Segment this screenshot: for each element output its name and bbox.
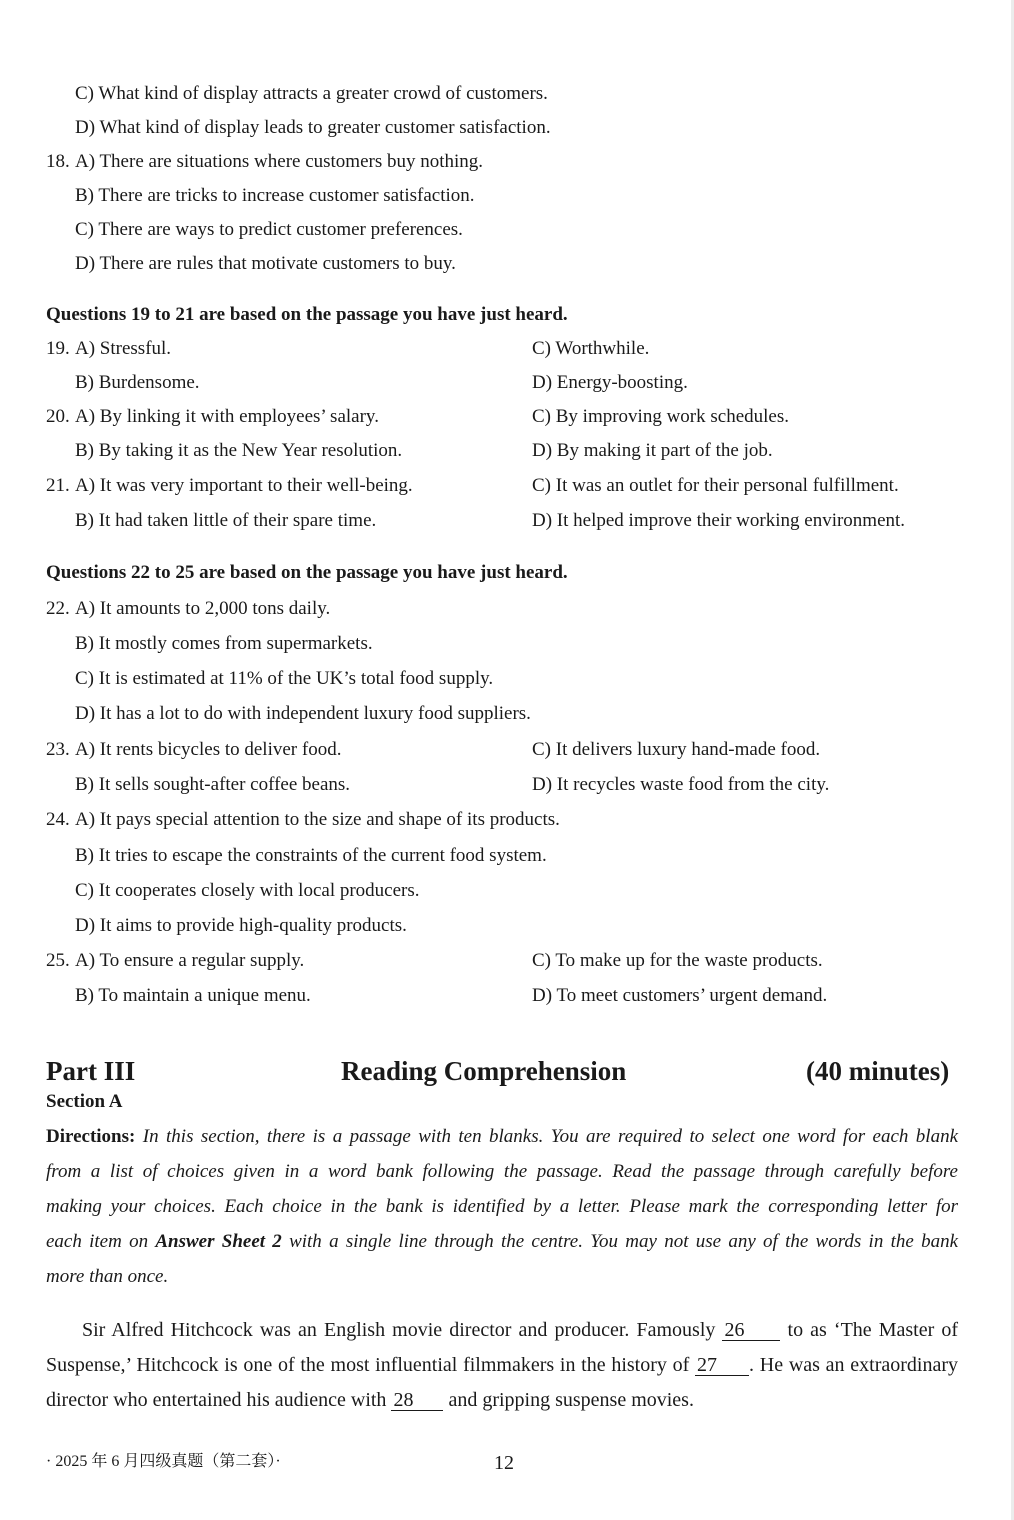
- q21-option-d: D) It helped improve their working environment.: [532, 510, 906, 531]
- page-number: 12: [494, 1452, 514, 1474]
- q24-option-b: B) It tries to escape the constraints of the current food system.: [75, 845, 547, 866]
- questions-19-21-heading: Questions 19 to 21 are based on the passage you have just heard.: [46, 304, 568, 325]
- part-label: Part III: [46, 1056, 136, 1086]
- q23-option-a: A) It rents bicycles to deliver food.: [75, 739, 342, 760]
- q23-number: 23.: [46, 739, 70, 760]
- directions-line-2: from a list of choices given in a word bank following the passage. Read the passage through carefully before: [46, 1161, 958, 1182]
- q24-number: 24.: [46, 809, 70, 830]
- part-title: Reading Comprehension: [341, 1056, 627, 1086]
- passage-text-3b: and gripping suspense movies.: [448, 1389, 694, 1411]
- q23-option-d: D) It recycles waste food from the city.: [532, 774, 830, 795]
- q19-option-b: B) Burdensome.: [75, 372, 200, 393]
- passage-text-2a: Suspense,’ Hitchcock is one of the most influential filmmakers in the history of: [46, 1354, 690, 1376]
- q20-number: 20.: [46, 406, 70, 427]
- q22-option-a: A) It amounts to 2,000 tons daily.: [75, 598, 331, 619]
- directions-line-3: making your choices. Each choice in the bank is identified by a letter. Please mark the corresponding letter for: [46, 1196, 958, 1217]
- q25-option-a: A) To ensure a regular supply.: [75, 950, 305, 971]
- q19-option-c: C) Worthwhile.: [532, 338, 650, 359]
- directions-text-4b: with a single line through the centre. You may not use any of the words in the bank: [289, 1231, 959, 1252]
- q19-option-d: D) Energy-boosting.: [532, 372, 688, 393]
- q17-option-d: D) What kind of display leads to greater customer satisfaction.: [75, 117, 551, 138]
- q25-number: 25.: [46, 950, 70, 971]
- q20-option-b: B) By taking it as the New Year resolution.: [75, 440, 403, 461]
- q21-number: 21.: [46, 475, 70, 496]
- q24-option-d: D) It aims to provide high-quality products.: [75, 915, 407, 936]
- directions-line-5: more than once.: [46, 1266, 169, 1287]
- passage-text-3a: director who entertained his audience with: [46, 1389, 387, 1411]
- q24-option-c: C) It cooperates closely with local producers.: [75, 880, 420, 901]
- passage-line-2: [46, 1353, 958, 1377]
- q18-option-a: A) There are situations where customers buy nothing.: [75, 151, 484, 172]
- answer-sheet-ref: Answer Sheet 2: [155, 1231, 282, 1252]
- q18-number: 18.: [46, 151, 70, 172]
- q20-option-d: D) By making it part of the job.: [532, 440, 773, 461]
- q22-number: 22.: [46, 598, 70, 619]
- footer-source: · 2025 年 6 月四级真题（第二套）·: [46, 1453, 281, 1470]
- directions-lead: Directions:: [46, 1126, 136, 1147]
- passage-text-1b: to as ‘The Master of: [787, 1319, 959, 1341]
- blank-27: 27: [695, 1355, 749, 1376]
- q21-option-a: A) It was very important to their well-being.: [75, 475, 413, 496]
- section-label: Section A: [46, 1091, 123, 1112]
- q22-option-c: C) It is estimated at 11% of the UK’s total food supply.: [75, 668, 494, 689]
- q23-option-c: C) It delivers luxury hand-made food.: [532, 739, 821, 760]
- q18-option-c: C) There are ways to predict customer preferences.: [75, 219, 463, 240]
- q25-option-d: D) To meet customers’ urgent demand.: [532, 985, 828, 1006]
- directions-line-1: [46, 1125, 958, 1149]
- q20-option-c: C) By improving work schedules.: [532, 406, 790, 427]
- q17-option-c: C) What kind of display attracts a greater crowd of customers.: [75, 83, 548, 104]
- q18-option-b: B) There are tricks to increase customer satisfaction.: [75, 185, 475, 206]
- q24-option-a: A) It pays special attention to the size and shape of its products.: [75, 809, 560, 830]
- q22-option-b: B) It mostly comes from supermarkets.: [75, 633, 373, 654]
- passage-text-2b: . He was an extraordinary: [749, 1354, 958, 1376]
- q23-option-b: B) It sells sought-after coffee beans.: [75, 774, 351, 795]
- q25-option-b: B) To maintain a unique menu.: [75, 985, 311, 1006]
- questions-22-25-heading: Questions 22 to 25 are based on the passage you have just heard.: [46, 562, 568, 583]
- q21-option-c: C) It was an outlet for their personal fulfillment.: [532, 475, 899, 496]
- q18-option-d: D) There are rules that motivate customers to buy.: [75, 253, 456, 274]
- q22-option-d: D) It has a lot to do with independent luxury food suppliers.: [75, 703, 531, 724]
- passage-line-3: [46, 1388, 958, 1412]
- q25-option-c: C) To make up for the waste products.: [532, 950, 823, 971]
- q21-option-b: B) It had taken little of their spare time.: [75, 510, 377, 531]
- blank-28: 28: [391, 1390, 443, 1411]
- directions-line-4: [46, 1230, 958, 1254]
- part-time: (40 minutes): [806, 1056, 950, 1086]
- passage-line-1: [82, 1318, 958, 1342]
- blank-26: 26: [722, 1320, 780, 1341]
- directions-text-1: In this section, there is a passage with ten blanks. You are required to select one word for each blank: [142, 1126, 959, 1147]
- q19-number: 19.: [46, 338, 70, 359]
- q20-option-a: A) By linking it with employees’ salary.: [75, 406, 379, 427]
- passage-text-1a: Sir Alfred Hitchcock was an English movie director and producer. Famously: [82, 1319, 716, 1341]
- directions-text-4a: each item on: [46, 1231, 149, 1252]
- q19-option-a: A) Stressful.: [75, 338, 172, 359]
